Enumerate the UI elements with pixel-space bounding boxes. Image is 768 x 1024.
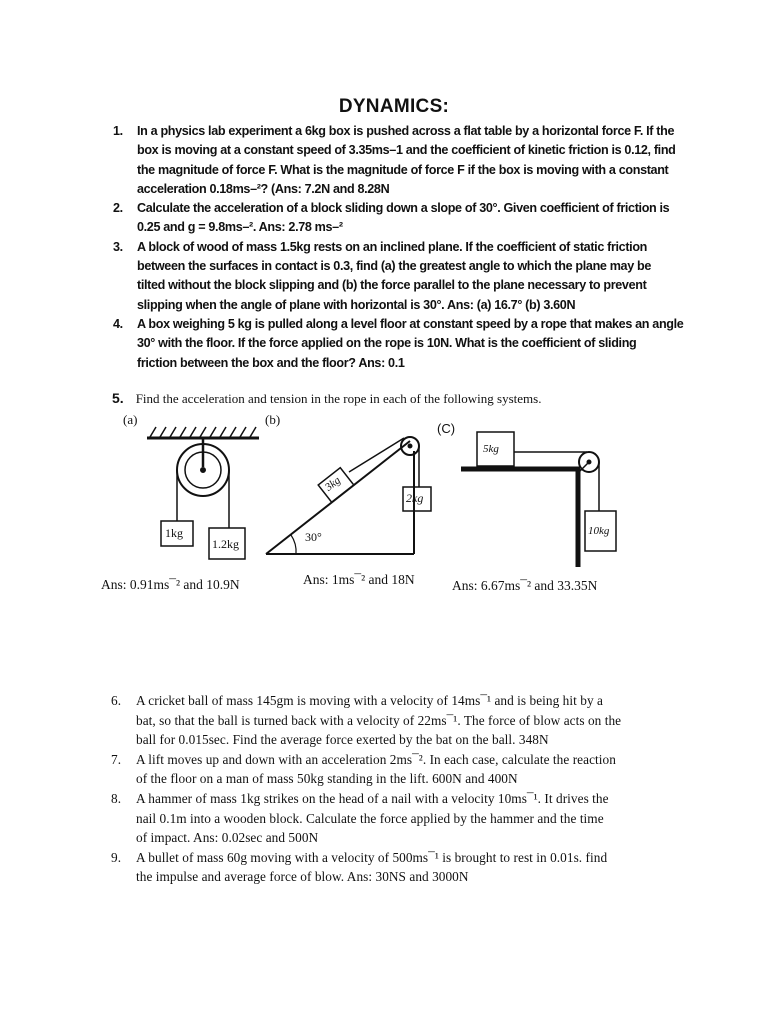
question-number: 9. (111, 849, 122, 865)
figure-c-label: (C) (437, 421, 456, 436)
question-line: In a physics lab experiment a 6kg box is pushed across a flat table by a horizontal force F. If the (137, 124, 675, 138)
question-line: the magnitude of force F. What is the magnitude of force F if the box is moving with a constant (137, 162, 669, 177)
question-item (108, 848, 688, 887)
question-number: 2. (113, 201, 123, 216)
question-number: 4. (113, 316, 123, 331)
question-line: of impact. Ans: 0.02sec and 500N (136, 830, 319, 846)
mass-label-2kg: 2kg (406, 491, 424, 505)
question-line: A box weighing 5 kg is pulled along a level floor at constant speed by a rope that makes an angle (137, 316, 684, 331)
question-line: bat, so that the ball is turned back with a velocity of 22ms¯¹. The force of blow acts on the (136, 712, 622, 728)
question-line: ball for 0.015sec. Find the average force exerted by the bat on the ball. 348N (136, 732, 549, 748)
ceiling-hatching (150, 427, 256, 437)
pulley-c-bracket (580, 462, 589, 471)
pulley-b-axle (408, 444, 412, 448)
question-line: 0.25 and g = 9.8ms–². Ans: 2.78 ms–² (137, 220, 343, 235)
question-line: A cricket ball of mass 145gm is moving with a velocity of 14ms¯¹ and is being hit by a (136, 693, 603, 708)
question-number: 5. (112, 390, 124, 406)
angle-label: 30° (305, 530, 322, 544)
question-item (108, 691, 688, 750)
question-line: the impulse and average force of blow. Ans: 30NS and 3000N (136, 869, 469, 885)
question-line: slipping when the angle of plane with horizontal is 30°. Ans: (a) 16.7° (b) 3.60N (137, 297, 576, 312)
question-line: A bullet of mass 60g moving with a velocity of 500ms¯¹ is brought to rest in 0.01s. find (136, 849, 608, 865)
question-line: between the surfaces in contact is 0.3, find (a) the greatest angle to which the plane may be (137, 259, 652, 274)
figure-a-answer: Ans: 0.91ms¯² and 10.9N (101, 577, 240, 592)
question-number: 8. (111, 790, 122, 806)
mass-label-1-2kg: 1.2kg (212, 537, 239, 551)
question-text: Find the acceleration and tension in the rope in each of the following systems. (135, 391, 542, 406)
question-line: of the floor on a man of mass 50kg standing in the lift. 600N and 400N (136, 771, 518, 787)
pulley-axle (201, 468, 206, 473)
question-number: 6. (111, 693, 122, 708)
figure-a-pulley-system (147, 427, 259, 559)
question-line: acceleration 0.18ms–²? (Ans: 7.2N and 8.28N (137, 181, 390, 196)
question-line: 30° with the floor. If the force applied on the rope is 10N. What is the coefficient of sliding (137, 336, 637, 351)
question-line: box is moving at a constant speed of 3.35ms–1 and the coefficient of kinetic friction is 0.12, find (137, 143, 676, 158)
question-line: nail 0.1m into a wooden block. Calculate the force applied by the hammer and the time (136, 810, 604, 826)
question-line: A lift moves up and down with an acceleration 2ms¯². In each case, calculate the reaction (136, 751, 616, 767)
question-line: Calculate the acceleration of a block sliding down a slope of 30°. Given coefficient of friction is (137, 201, 670, 216)
question-item (108, 750, 688, 789)
question-line: A hammer of mass 1kg strikes on the head of a nail with a velocity 10ms¯¹. It drives the (136, 790, 609, 806)
mass-label-5kg: 5kg (483, 443, 499, 455)
figure-c-answer: Ans: 6.67ms¯² and 33.35N (452, 578, 598, 593)
mass-label-10kg: 10kg (588, 525, 610, 537)
question-line: friction between the box and the floor? Ans: 0.1 (137, 355, 405, 370)
figure-a-label: (a) (123, 412, 138, 427)
mass-label-3kg: 3kg (322, 474, 343, 494)
question-number: 7. (111, 751, 122, 767)
question-item (108, 789, 688, 848)
question-line: tilted without the block slipping and (b) the force parallel to the plane necessary to prevent (137, 278, 647, 293)
question-list-part2 (108, 691, 688, 887)
mass-label-1kg: 1kg (165, 526, 183, 540)
question-number: 3. (113, 239, 123, 254)
figure-b-label: (b) (265, 412, 281, 427)
question-number: 1. (113, 124, 123, 138)
angle-arc (291, 535, 296, 554)
question-line: A block of wood of mass 1.5kg rests on an inclined plane. If the coefficient of static friction (137, 239, 648, 254)
page-title: DYNAMICS: (338, 96, 450, 117)
figure-b-answer: Ans: 1ms¯² and 18N (303, 572, 415, 587)
